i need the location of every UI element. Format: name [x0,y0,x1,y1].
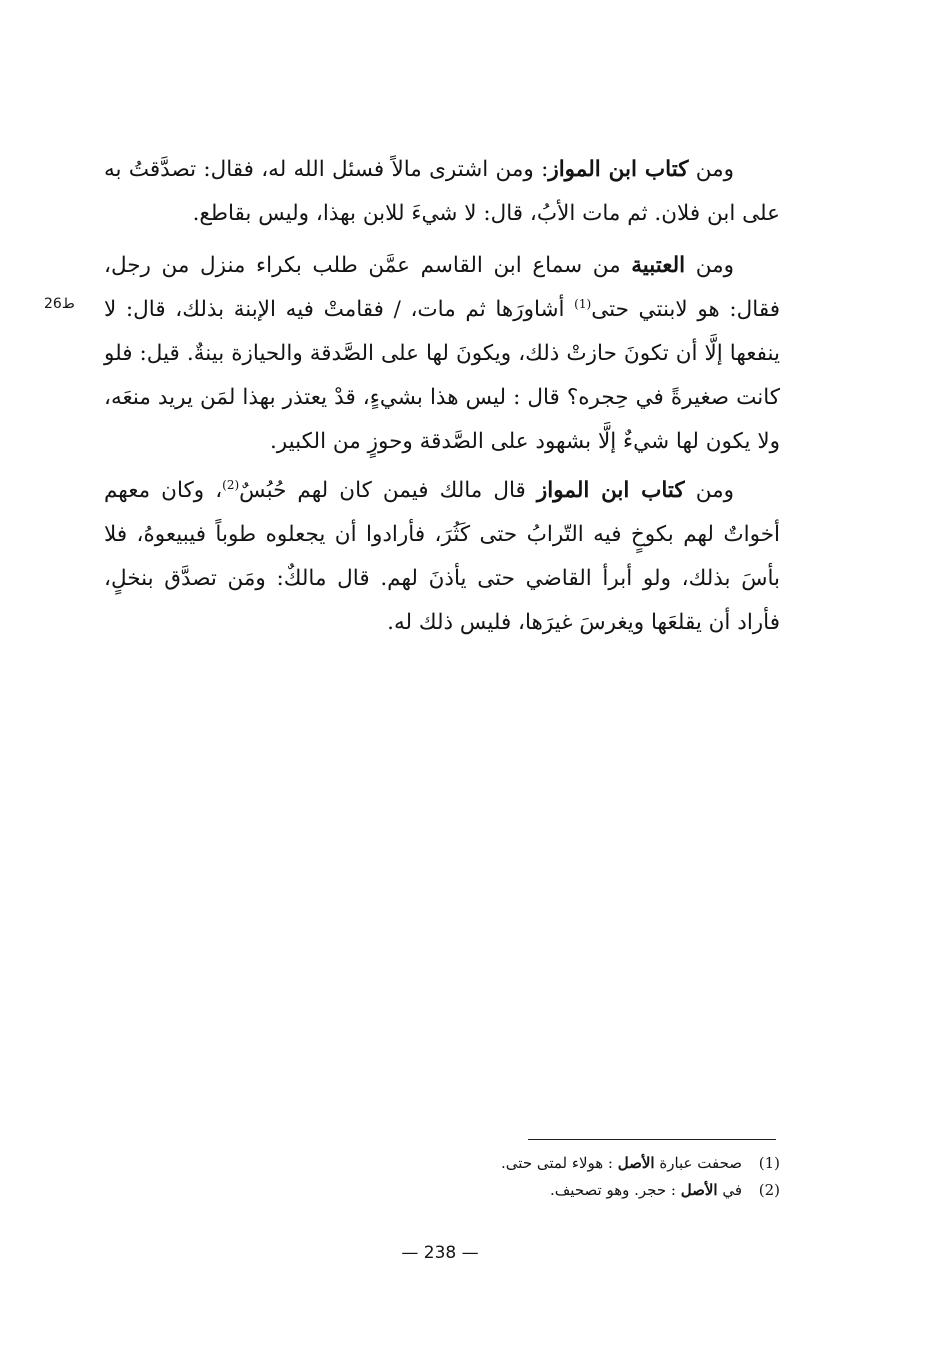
footnotes [400,1150,780,1204]
paragraph-1 [104,148,780,236]
source-title: كتاب ابن المواز [548,157,689,182]
footnote-1 [400,1150,780,1177]
source-title: العتبية [631,253,686,278]
paragraph-lead: ومن [695,478,734,503]
paragraph-text: أشاورَها ثم مات، / فقامتْ فيه الإبنة بذلك، قال: لا ينفعها إلَّا أن تكونَ حازتْ ذلك، ويكونَ لها على الصَّدقة والحيازة بينةٌ. قيل: فلو كانت صغيرةً في حِجره؟ قال : ليس هذا بشيءٍ، قدْ يعتذر بهذا لمَن يريد منعَه، ولا يكون لها شيءٌ إلَّا بشهود على الصَّدقة وحوزٍ من الكبير. [104,297,780,454]
footnote-text: : هولاء لمتى حتى. [501,1154,618,1172]
paragraph-text: : ومن اشترى مالاً فسئل الله له، فقال: تصدَّقتُ به على ابن فلان. ثم مات الأبُ، قال: لا شيءَ للابن بهذا، وليس بقاطع. [104,157,780,226]
page-number: — 238 — [401,1243,479,1263]
footnote-bold: الأصل [617,1154,655,1172]
paragraph-3 [104,469,780,645]
footnote-text: في [717,1181,742,1199]
paragraph-text: من سماع ابن القاسم عمَّن طلب بكراء منزل من رجل، فقال: هو لابنتي حتى [104,253,780,322]
paragraph-text: ، وكان معهم أخواتٌ لهم بكوخٍ فيه التّرابُ حتى كَثُرَ، فأرادوا أن يجعلوه طوباً فيبيعوهُ، فلا بأسَ بذلك، ولو أبرأ القاضي حتى يأذنَ لهم. قال مالكٌ: ومَن تصدَّق بنخلٍ، فأراد أن يقلعَها ويغرسَ غيرَها، فليس ذلك له. [104,478,780,635]
footnote-text: صحفت عبارة [654,1154,742,1172]
footnote-number: (1) [758,1154,780,1172]
paragraph-2 [104,244,780,464]
footnote-reference: (2) [222,477,240,492]
footnote-text: : حجر. وهو تصحيف. [550,1181,681,1199]
paragraph-lead: ومن [695,253,734,278]
paragraph-text: قال مالك فيمن كان لهم حُبُسٌ [239,478,537,503]
footnote-bold: الأصل [680,1181,718,1199]
footnote-divider [528,1139,776,1140]
footnote-number: (2) [758,1181,780,1199]
source-title: كتاب ابن المواز [536,478,685,503]
footnote-reference: (1) [574,296,592,311]
footnote-2 [400,1177,780,1204]
marginal-folio-note: ط26 [44,296,75,312]
paragraph-lead: ومن [695,157,734,182]
